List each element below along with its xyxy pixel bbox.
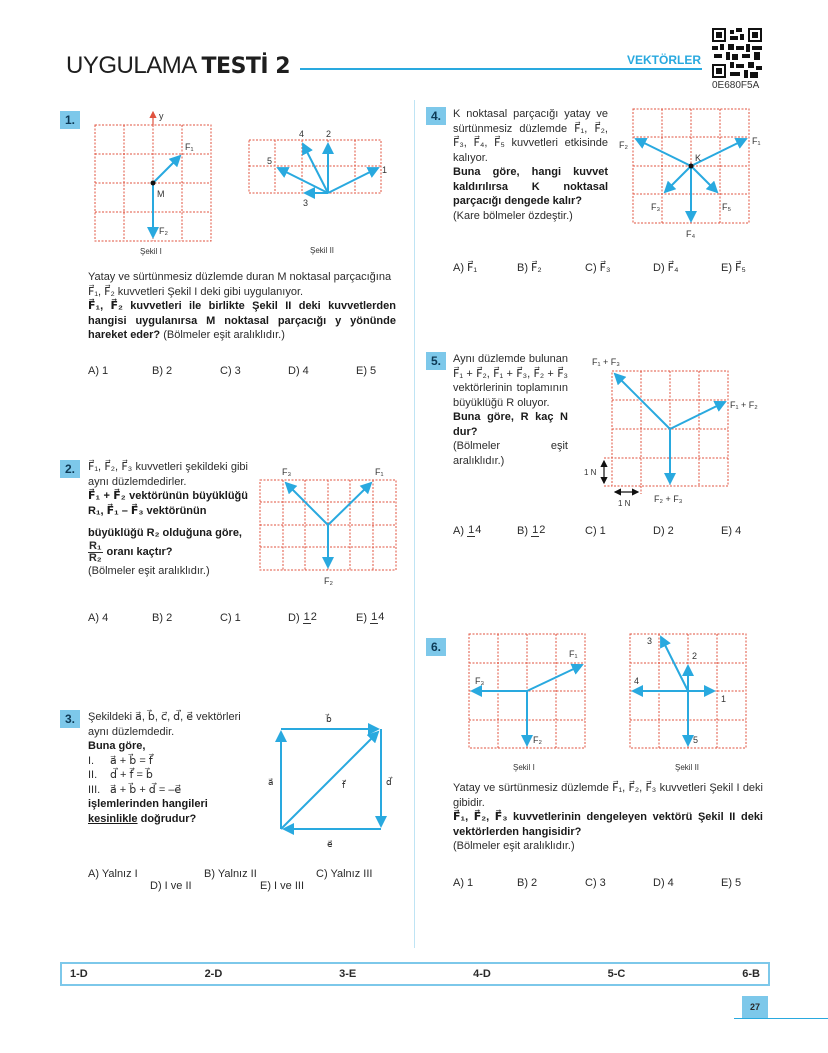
option-e[interactable]: E) F⃗₅ <box>721 262 746 274</box>
question-2-options <box>88 612 398 624</box>
figure-caption: Şekil II <box>675 763 700 772</box>
question-6-number <box>426 638 446 656</box>
svg-text:4: 4 <box>634 676 640 686</box>
question-number-badge: 6. <box>426 638 446 656</box>
svg-text:F₂: F₂ <box>619 140 628 150</box>
svg-text:F₁: F₁ <box>185 142 194 152</box>
question-6-options <box>453 877 773 889</box>
question-5-text: Aynı düzlemde bulunan F⃗₁ + F⃗₂, F⃗₁ + F⃗₃, F⃗₂ + F⃗₃ vektörlerinin toplamının büyüklüğü R oluyor. Buna göre, R kaç N dur? (Bölmeler eşit aralıklıdır.) <box>453 353 568 467</box>
option-e[interactable]: E) 14 <box>356 611 385 624</box>
svg-text:F₁ + F₂: F₁ + F₂ <box>730 400 758 410</box>
question-4-figure <box>615 104 780 244</box>
svg-text:F₂: F₂ <box>159 226 168 236</box>
answer-key-bar <box>60 962 770 986</box>
answer-4: 4-D <box>473 968 491 980</box>
option-e[interactable]: E) 4 <box>721 525 742 538</box>
svg-text:2: 2 <box>326 129 332 139</box>
question-number-badge: 4. <box>426 107 446 125</box>
qr-code-label: 0E680F5A <box>712 80 760 91</box>
option-a[interactable]: A) 1 <box>453 877 474 889</box>
option-a[interactable]: A) 4 <box>88 612 109 625</box>
page-title <box>66 52 290 80</box>
question-2-text: F⃗₁, F⃗₂, F⃗₃ kuvvetleri şekildeki gibi aynı düzlemdedirler. F⃗₁ + F⃗₂ vektörünün büyüklüğü R₁, F⃗₁ – F⃗₃ vektörünün büyüklüğü R₂ olduğuna göre, $\frac{\text{R₁}}{\text{R₂}}$ oranı kaçtır? (Bölmeler eşit aralıklıdır.) <box>88 461 248 577</box>
question-3-text: Şekildeki a⃗, b⃗, c⃗, d⃗, e⃗ vektörleri aynı düzlemdedir. Buna göre, I. a⃗ + b⃗ = f⃗ II. d⃗ + f⃗ = b⃗ III. a⃗ + b⃗ + d⃗ = –e⃗ işlemlerinden hangileri kesinlikle doğrudur? <box>88 711 241 825</box>
figure-caption: Şekil I <box>140 247 162 256</box>
question-3-figure <box>262 710 402 855</box>
option-c[interactable]: C) 1 <box>220 612 241 625</box>
question-5-number <box>426 352 446 370</box>
answer-6: 6-B <box>742 968 760 980</box>
question-5-options <box>453 525 773 537</box>
question-4-options <box>453 261 773 274</box>
figure-caption: Şekil II <box>310 246 335 255</box>
question-6-figure-1 <box>465 630 595 775</box>
option-d[interactable]: D) 2 <box>653 525 674 538</box>
option-b[interactable]: B) 12 <box>517 524 546 537</box>
question-2-number <box>60 460 80 478</box>
svg-text:F₄: F₄ <box>686 229 696 239</box>
option-c[interactable]: C) F⃗₃ <box>585 262 611 274</box>
option-d[interactable]: D) 4 <box>653 877 674 889</box>
svg-text:F₅: F₅ <box>722 202 732 212</box>
svg-text:F₂ + F₃: F₂ + F₃ <box>654 494 683 504</box>
svg-text:F₁: F₁ <box>569 649 578 659</box>
topic-label: VEKTÖRLER <box>627 53 702 67</box>
svg-text:F₂: F₂ <box>533 735 542 745</box>
option-c[interactable]: C) 3 <box>220 365 241 377</box>
svg-text:1: 1 <box>721 694 727 704</box>
question-number-badge: 2. <box>60 460 80 478</box>
option-d[interactable]: D) 12 <box>288 611 317 624</box>
svg-text:F₃: F₃ <box>651 202 661 212</box>
answer-2: 2-D <box>204 968 223 980</box>
svg-text:a⃗: a⃗ <box>268 777 274 787</box>
svg-text:F₂: F₂ <box>324 576 333 586</box>
option-e[interactable]: E) 5 <box>721 877 742 889</box>
option-c[interactable]: C) 3 <box>585 877 606 889</box>
answer-5: 5-C <box>607 968 626 980</box>
column-divider <box>414 100 415 948</box>
svg-text:5: 5 <box>693 735 699 745</box>
svg-text:5: 5 <box>267 156 273 166</box>
svg-text:1 N: 1 N <box>584 468 597 477</box>
option-e[interactable]: E) 5 <box>356 365 377 377</box>
question-1-figure-2 <box>240 125 400 255</box>
option-b[interactable]: B) 2 <box>152 365 173 377</box>
option-b[interactable]: B) F⃗₂ <box>517 262 542 274</box>
option-b[interactable]: B) Yalnız II <box>204 868 257 880</box>
svg-text:3: 3 <box>647 636 653 646</box>
answer-1: 1-D <box>70 968 88 980</box>
option-b[interactable]: B) 2 <box>517 877 538 889</box>
title-light: UYGULAMA <box>66 52 196 79</box>
title-bold: TESTİ 2 <box>201 54 291 79</box>
svg-text:M: M <box>157 189 165 199</box>
option-a[interactable]: A) 1 <box>88 365 109 377</box>
svg-text:3: 3 <box>303 198 309 208</box>
figure-caption: Şekil I <box>513 763 535 772</box>
option-d[interactable]: D) I ve II <box>150 880 192 892</box>
question-6-text: Yatay ve sürtünmesiz düzlemde F⃗₁, F⃗₂, F⃗₃ kuvvetleri Şekil I deki gibidir. F⃗₁, F⃗₂, F⃗₃ kuvvetlerinin dengeleyen vektörü Şekil II deki vektörlerden hangisidir? (Bölmeler eşit aralıklıdır.) <box>453 782 763 852</box>
question-number-badge: 3. <box>60 710 80 728</box>
svg-text:4: 4 <box>299 129 305 139</box>
question-1-text: Yatay ve sürtünmesiz düzlemde duran M noktasal parçacığına F⃗₁, F⃗₂ kuvvetleri Şekil I deki gibi uygulanıyor. F⃗₁, F⃗₂ kuvvetleri ile birlikte Şekil II deki kuvvetlerden hangisi uygulanırsa M noktasal parçacığı y yönünde hareket eder? (Bölmeler eşit aralıklıdır.) <box>88 271 396 341</box>
svg-text:F₃: F₃ <box>475 676 485 686</box>
question-3-options <box>88 868 398 892</box>
svg-text:F₃: F₃ <box>282 467 292 477</box>
question-number-badge: 5. <box>426 352 446 370</box>
option-d[interactable]: D) F⃗₄ <box>653 262 679 274</box>
question-1-figure-1 <box>90 106 220 256</box>
option-e[interactable]: E) I ve III <box>260 880 305 892</box>
y-axis-label: y <box>159 111 164 121</box>
question-6-figure-2 <box>625 630 755 775</box>
option-a[interactable]: A) F⃗₁ <box>453 262 478 274</box>
svg-text:2: 2 <box>692 651 698 661</box>
answer-3: 3-E <box>339 968 357 980</box>
svg-text:K: K <box>695 153 702 163</box>
svg-text:1: 1 <box>382 165 388 175</box>
question-3-number <box>60 710 80 728</box>
question-4-text: K noktasal parçacığı yatay ve sürtünmesiz düzlemde F⃗₁, F⃗₂, F⃗₃, F⃗₄, F⃗₅ kuvvetleri etkisinde kalıyor. Buna göre, hangi kuvvet kaldırılırsa K noktasal parçacığı dengede kalır? (Kare bölmeler özdeştir.) <box>453 108 608 222</box>
page-number: 27 <box>742 996 768 1018</box>
question-4-number <box>426 107 446 125</box>
svg-text:F₁ + F₃: F₁ + F₃ <box>592 357 620 367</box>
title-underline <box>300 68 702 70</box>
option-c[interactable]: C) Yalnız III <box>316 868 373 880</box>
svg-text:b⃗: b⃗ <box>326 714 332 724</box>
question-2-figure <box>258 462 403 592</box>
svg-text:e⃗: e⃗ <box>327 839 333 849</box>
page-footer-line <box>734 1018 828 1019</box>
question-1-number <box>60 111 80 129</box>
svg-text:F₁: F₁ <box>752 136 761 146</box>
option-a[interactable]: A) Yalnız I <box>88 868 138 880</box>
option-c[interactable]: C) 1 <box>585 525 606 538</box>
option-a[interactable]: A) 14 <box>453 524 482 537</box>
question-number-badge: 1. <box>60 111 80 129</box>
option-d[interactable]: D) 4 <box>288 365 309 377</box>
svg-text:d⃗: d⃗ <box>386 777 392 787</box>
svg-text:1 N: 1 N <box>618 499 631 508</box>
qr-code-icon[interactable] <box>712 28 762 78</box>
svg-text:F₁: F₁ <box>375 467 384 477</box>
question-5-figure <box>582 352 782 512</box>
svg-text:f⃗: f⃗ <box>342 780 346 790</box>
question-1-options <box>88 365 398 377</box>
option-b[interactable]: B) 2 <box>152 612 173 625</box>
